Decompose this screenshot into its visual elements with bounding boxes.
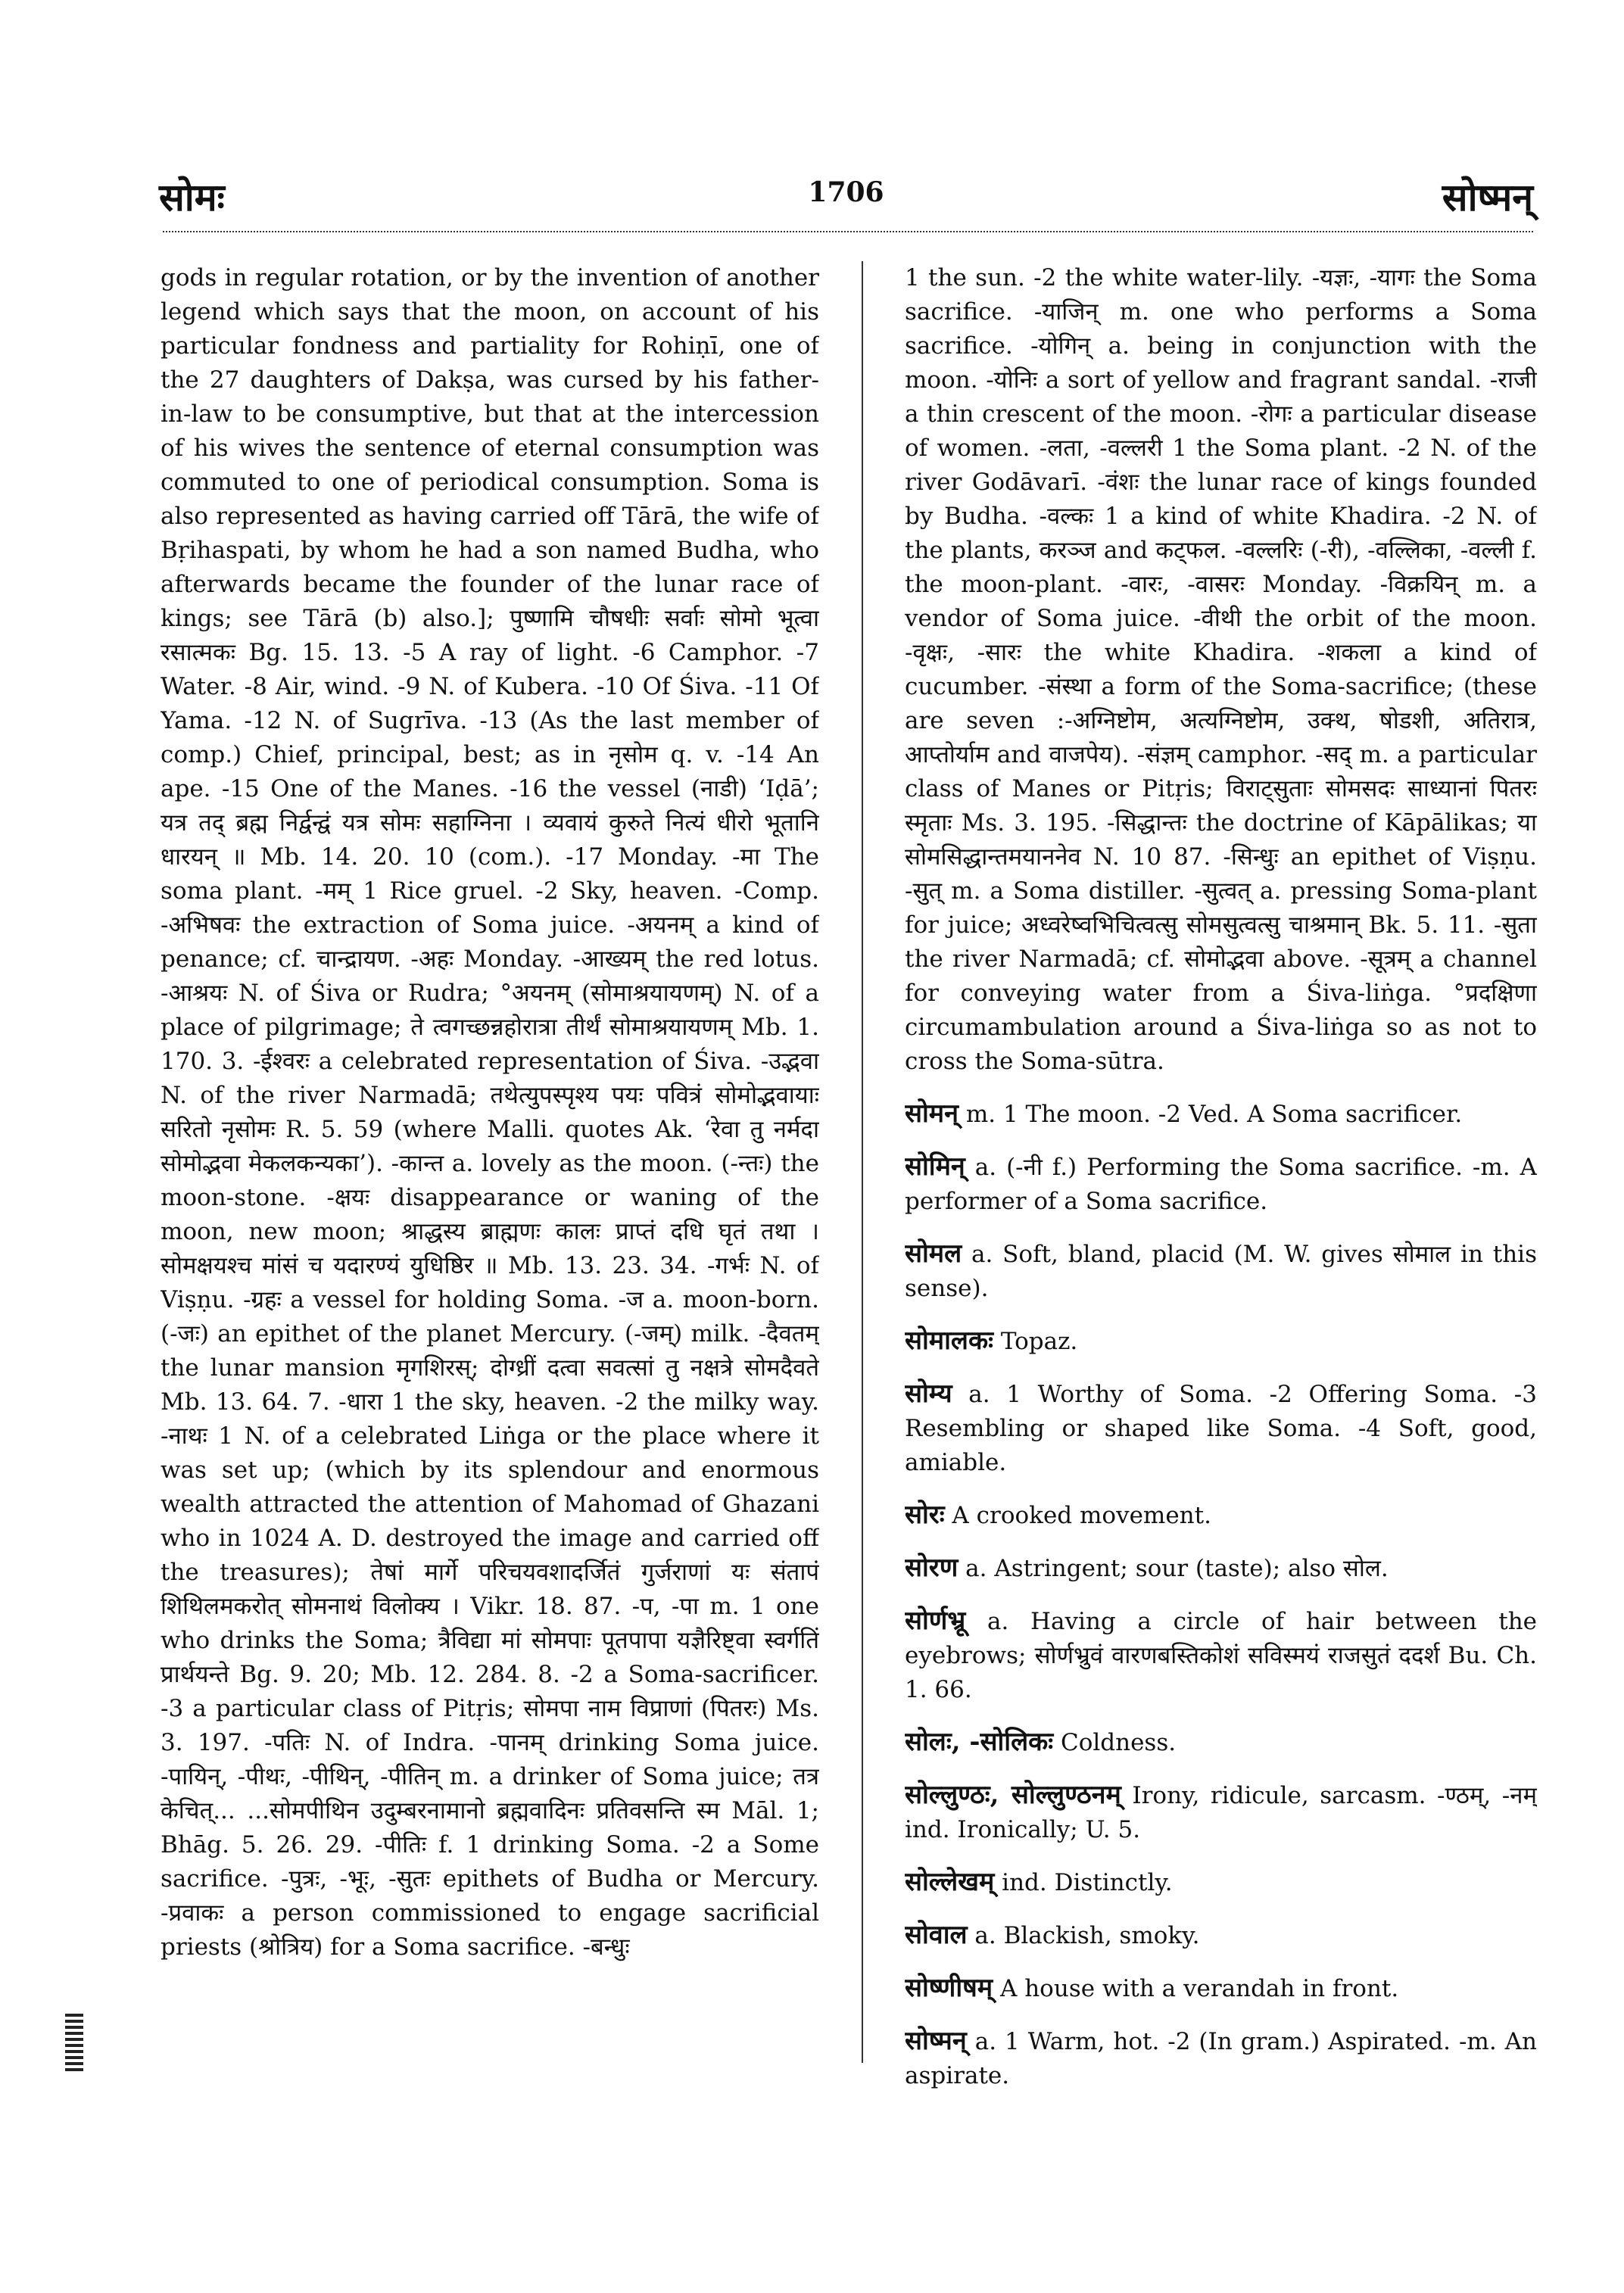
running-head bbox=[159, 170, 1533, 231]
left-column bbox=[161, 261, 819, 2139]
entry-definition: Topaz. bbox=[993, 1328, 1078, 1355]
entry-definition: a. 1 Worthy of Soma. -2 Offering Soma. -3 Resembling or shaped like Soma. -4 Soft, good, amiable. bbox=[905, 1381, 1537, 1476]
entry-definition: m. 1 The moon. -2 Ved. A Soma sacrificer. bbox=[959, 1101, 1463, 1128]
entry-definition: a. Blackish, smoky. bbox=[967, 1922, 1200, 1949]
entry-headword: सोमालकः bbox=[905, 1326, 993, 1356]
left-running-headword: सोमः bbox=[159, 175, 225, 220]
entry-sovala bbox=[905, 1918, 1537, 1953]
entry-sornabhru bbox=[905, 1604, 1537, 1707]
entry-soshnisham bbox=[905, 1971, 1537, 2006]
margin-binding-mark bbox=[65, 2014, 83, 2074]
entry-headword: सोल्लेखम् bbox=[905, 1867, 995, 1897]
entry-sollekham bbox=[905, 1865, 1537, 1900]
entry-headword: सोल्लुण्ठः, सोल्लुण्ठनम् bbox=[905, 1780, 1121, 1810]
entry-definition: a. 1 Warm, hot. -2 (In gram.) Aspirated. -m. An aspirate. bbox=[905, 2028, 1537, 2089]
entry-headword: सोमिन् bbox=[905, 1151, 965, 1182]
entry-definition: a. Astringent; sour (taste); also सोल. bbox=[958, 1555, 1389, 1582]
entry-definition: ind. Distinctly. bbox=[994, 1869, 1173, 1896]
page-number: 1706 bbox=[808, 176, 884, 208]
entry-definition: a. Soft, bland, placid (M. W. gives सोमाल in this sense). bbox=[905, 1241, 1537, 1302]
right-running-headword: सोष्मन् bbox=[1442, 175, 1533, 220]
entry-headword: सोमल bbox=[905, 1238, 962, 1269]
entry-somalaka bbox=[905, 1324, 1537, 1359]
entry-definition: a. Having a circle of hair between the eyebrows; सोर्णभ्रुवं वारणबस्तिकोशं सविस्मयं राजसुतं ददर्श Bu. Ch. 1. 66. bbox=[905, 1608, 1537, 1703]
entry-headword: सोष्णीषम् bbox=[905, 1973, 993, 2003]
entry-headword: सोलः, -सोलिकः bbox=[905, 1727, 1054, 1757]
right-column bbox=[905, 261, 1537, 2139]
entry-soman bbox=[905, 1097, 1537, 1132]
entry-headword: सोमन् bbox=[905, 1098, 959, 1129]
entry-definition: Coldness. bbox=[1053, 1729, 1177, 1756]
entry-somin bbox=[905, 1150, 1537, 1219]
entry-soshman bbox=[905, 2024, 1537, 2093]
entry-definition: A crooked movement. bbox=[944, 1502, 1211, 1529]
entry-headword: सोवाल bbox=[905, 1920, 968, 1950]
entry-headword: सोम्य bbox=[905, 1379, 952, 1409]
entry-headword: सोर्णभ्रू bbox=[905, 1606, 966, 1636]
entry-definition: a. (-नी f.) Performing the Soma sacrifice. -m. A performer of a Soma sacrifice. bbox=[905, 1154, 1537, 1215]
entry-definition: Irony, ridicule, sarcasm. -ण्ठम्, -नम् ind. Ironically; U. 5. bbox=[905, 1782, 1537, 1843]
left-column-text: gods in regular rotation, or by the invention of another legend which says that the moon, on account of his particular fondness and partiality for Rohiṇī, one of the 27 daughters of Dakṣa, was cursed by his father-in-law to be consumptive, but that at the intercession of his wives the sentence of eternal consumption was commuted to one of periodical consumption. Soma is also represented as having carried off Tārā, the wife of Bṛihaspati, by whom he had a son named Budha, who afterwards became the founder of the lunar race of kings; see Tārā (b) also.]; पुष्णामि चौषधीः सर्वाः सोमो भूत्वा रसात्मकः Bg. 15. 13. -5 A ray of light. -6 Camphor. -7 Water. -8 Air, wind. -9 N. of Kubera. -10 Of Śiva. -11 Of Yama. -12 N. of Sugrīva. -13 (As the last member of comp.) Chief, principal, best; as in नृसोम q. v. -14 An ape. -15 One of the Manes. -16 the vessel (नाडी) ‘Iḍā’; यत्र तद् ब्रह्म निर्द्वन्द्वं यत्र सोमः सहाग्निना । व्यवायं कुरुते नित्यं धीरो भूतानि धारयन् ॥ Mb. 14. 20. 10 (com.). -17 Monday. -मा The soma plant. -मम् 1 Rice gruel. -2 Sky, heaven. -Comp. -अभिषवः the extraction of Soma juice. -अयनम् a kind of penance; cf. चान्द्रायण. -अहः Monday. -आख्यम् the red lotus. -आश्रयः N. of Śiva or Rudra; °अयनम् (सोमाश्रयायणम्) N. of a place of pilgrimage; ते त्वगच्छन्नहोरात्रा तीर्थं सोमाश्रयायणम् Mb. 1. 170. 3. -ईश्वरः a celebrated representation of Śiva. -उद्भवा N. of the river Narmadā; तथेत्युपस्पृश्य पयः पवित्रं सोमोद्भवायाः सरितो नृसोमः R. 5. 59 (where Malli. quotes Ak. ‘रेवा तु नर्मदा सोमोद्भवा मेकलकन्यका’). -कान्त a. lovely as the moon. (-न्तः) the moon-stone. -क्षयः disappearance or waning of the moon, new moon; श्राद्धस्य ब्राह्मणः कालः प्राप्तं दधि घृतं तथा । सोमक्षयश्च मांसं च यदारण्यं युधिष्ठिर ॥ Mb. 13. 23. 34. -गर्भः N. of Viṣṇu. -ग्रहः a vessel for holding Soma. -ज a. moon-born. (-जः) an epithet of the planet Mercury. (-जम्) milk. -दैवतम् the lunar mansion मृगशिरस्; दोग्ध्रीं दत्वा सवत्सां तु नक्षत्रे सोमदैवते Mb. 13. 64. 7. -धारा 1 the sky, heaven. -2 the milky way. -नाथः 1 N. of a celebrated Liṅga or the place where it was set up; (which by its splendour and enormous wealth attracted the attention of Mahomad of Ghazani who in 1024 A. D. destroyed the image and carried off the treasures); तेषां मार्गे परिचयवशादर्जितं गुर्जराणां यः संतापं शिथिलमकरोत् सोमनाथं विलोक्य । Vikr. 18. 87. -प, -पा m. 1 one who drinks the Soma; त्रैविद्या मां सोमपाः पूतपापा यज्ञैरिष्ट्वा स्वर्गतिं प्रार्थयन्ते Bg. 9. 20; Mb. 12. 284. 8. -2 a Soma-sacrificer. -3 a particular class of Pitṛis; सोमपा नाम विप्राणां (पितरः) Ms. 3. 197. -पतिः N. of Indra. -पानम् drinking Soma juice. -पायिन्, -पीथः, -पीथिन्, -पीतिन् m. a drinker of Soma juice; तत्र केचित्... ...सोमपीथिन उदुम्बरनामानो ब्रह्मवादिनः प्रतिवसन्ति स्म Māl. 1; Bhāg. 5. 26. 29. -पीतिः f. 1 drinking Soma. -2 a Some sacrifice. -पुत्रः, -भूः, -सुतः epithets of Budha or Mercury. -प्रवाकः a person commissioned to engage sacrificial priests (श्रोत्रिय) for a Soma sacrifice. -बन्धुः bbox=[161, 264, 819, 1961]
entry-somala bbox=[905, 1237, 1537, 1306]
entry-headword: सोरः bbox=[905, 1500, 945, 1530]
right-column-intro: 1 the sun. -2 the white water-lily. -यज्ञः, -यागः the Soma sacrifice. -याजिन् m. one who performs a Soma sacrifice. -योगिन् a. being in conjunction with the moon. -योनिः a sort of yellow and fragrant sandal. -राजी a thin crescent of the moon. -रोगः a particular disease of women. -लता, -वल्लरी 1 the Soma plant. -2 N. of the river Godāvarī. -वंशः the lunar race of kings founded by Budha. -वल्कः 1 a kind of white Khadira. -2 N. of the plants, करञ्ज and कट्फल. -वल्लरिः (-री), -वल्लिका, -वल्ली f. the moon-plant. -वारः, -वासरः Monday. -विक्रयिन् m. a vendor of Soma juice. -वीथी the orbit of the moon. -वृक्षः, -सारः the white Khadira. -शकला a kind of cucumber. -संस्था a form of the Soma-sacrifice; (these are seven :-अग्निष्टोम, अत्यग्निष्टोम, उक्थ, षोडशी, अतिरात्र, आप्तोर्याम and वाजपेय). -संज्ञम् camphor. -सद् m. a particular class of Manes or Pitṛis; विराट्सुताः सोमसदः साध्यानां पितरः स्मृताः Ms. 3. 195. -सिद्धान्तः the doctrine of Kāpālikas; या सोमसिद्धान्तमयाननेव N. 10 87. -सिन्धुः an epithet of Viṣṇu. -सुत् m. a Soma distiller. -सुत्वत् a. pressing Soma-plant for juice; अध्वरेष्वभिचित्वत्सु सोमसुत्वत्सु चाश्रमान् Bk. 5. 11. -सुता the river Narmadā; cf. सोमोद्भवा above. -सूत्रम् a channel for conveying water from a Śiva-liṅga. °प्रदक्षिणा circumambulation around a Śiva-liṅga so as not to cross the Soma-sūtra. bbox=[905, 264, 1537, 1075]
header-divider bbox=[163, 231, 1533, 232]
entry-sola bbox=[905, 1725, 1537, 1760]
entry-definition: A house with a verandah in front. bbox=[993, 1975, 1399, 2002]
column-divider bbox=[862, 261, 863, 2063]
entry-headword: सोष्मन् bbox=[905, 2026, 967, 2056]
entry-sollunthah bbox=[905, 1778, 1537, 1847]
entry-headword: सोरण bbox=[905, 1553, 959, 1583]
entry-sorana bbox=[905, 1551, 1537, 1586]
entry-sora bbox=[905, 1498, 1537, 1533]
entry-somya bbox=[905, 1377, 1537, 1480]
